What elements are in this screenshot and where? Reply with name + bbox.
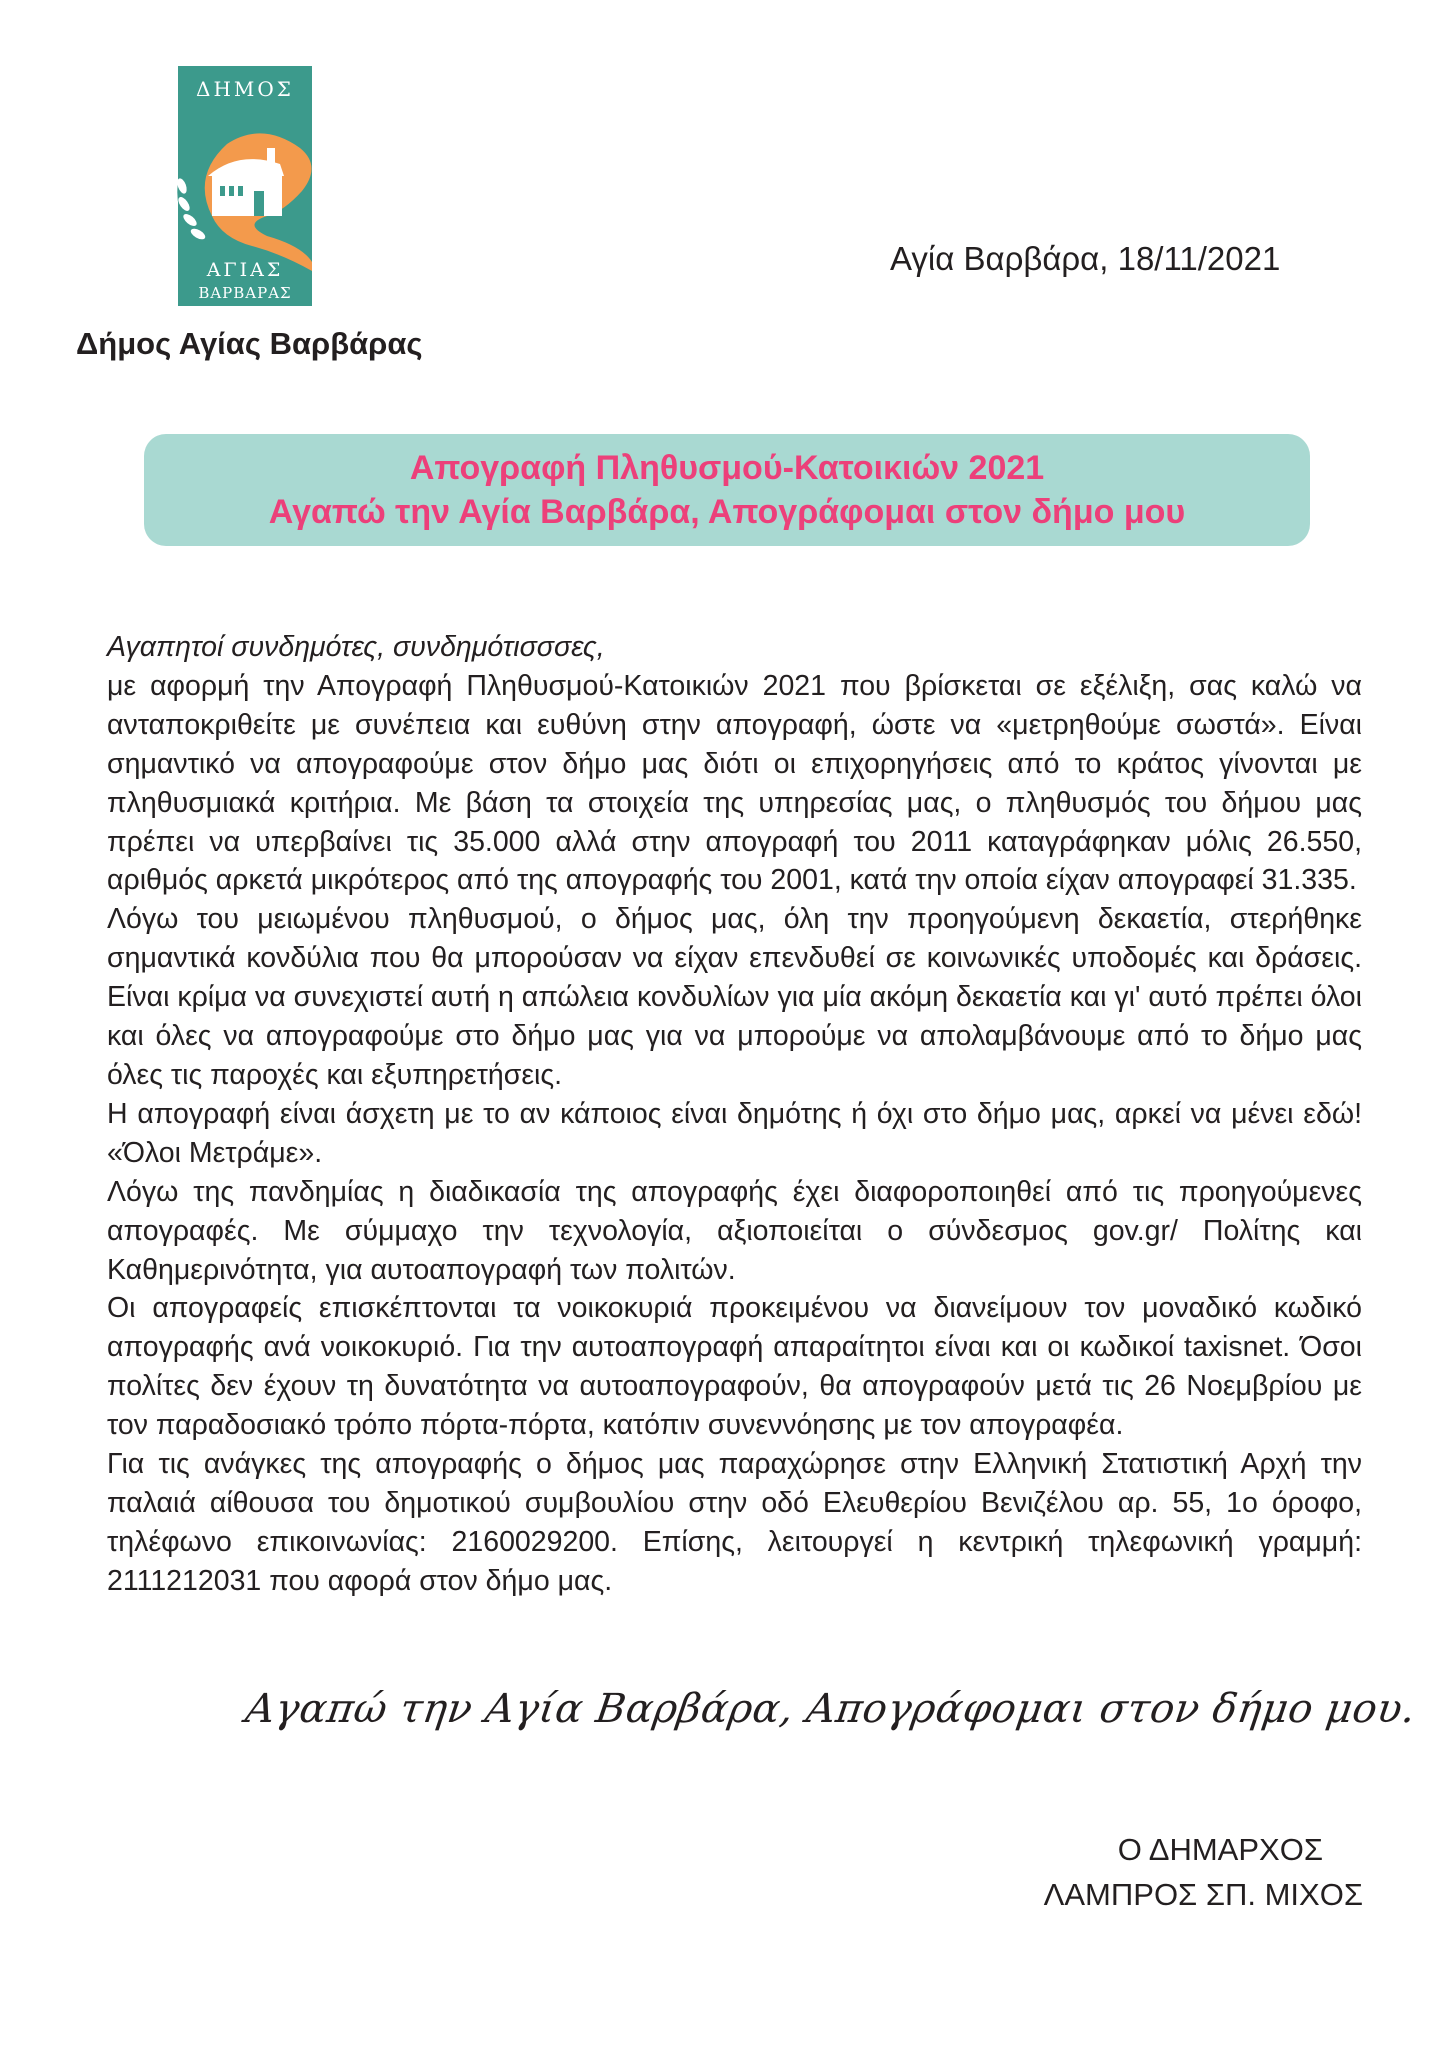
- greeting: Αγαπητοί συνδημότες, συνδημότισσσες,: [107, 631, 605, 663]
- handwritten-slogan: Αγαπώ την Αγία Βαρβάρα, Απογράφομαι στον δήμο μου.: [242, 1686, 1419, 1732]
- organization-name: Δήμος Αγίας Βαρβάρας: [76, 326, 423, 361]
- logo-top-text: ΔΗΜΟΣ: [196, 77, 294, 101]
- logo-bottom-text-1: ΑΓΙΑΣ: [206, 259, 284, 281]
- letter-body: [107, 628, 1362, 1601]
- title-banner: [144, 434, 1310, 546]
- mayor-name: ΛΑΜΠΡΟΣ ΣΠ. ΜΙΧΟΣ: [1043, 1877, 1363, 1912]
- paragraph-6: Για τις ανάγκες της απογραφής ο δήμος μας παραχώρησε στην Ελληνική Στατιστική Αρχή την παλαιά αίθουσα του δημοτικού συμβουλίου στην οδό Ελευθερίου Βενιζέλου αρ. 55, 1ο όροφο, τηλέφωνο επικοινωνίας: 2160029200. Επίσης, λειτουργεί η κεντρική τηλεφωνική γραμμή: 2111212031 που αφορά στον δήμο μας.: [107, 1448, 1362, 1597]
- paragraph-4: Λόγω της πανδημίας η διαδικασία της απογραφής έχει διαφοροποιηθεί από τις προηγούμενες απογραφές. Με σύμμαχο την τεχνολογία, αξιοποιείται ο σύνδεσμος gov.gr/ Πολίτης και Καθημερινότητα, για αυτοαπογραφή των πολιτών.: [107, 1175, 1362, 1286]
- paragraph-1: με αφορμή την Απογραφή Πληθυσμού-Κατοικιών 2021 που βρίσκεται σε εξέλιξη, σας καλώ να ανταποκριθείτε με συνέπεια και ευθύνη στην απογραφή, ώστε να «μετρηθούμε σωστά». Είναι σημαντικό να απογραφούμε στον δήμο μας διότι οι επιχορηγήσεις από το κράτος γίνονται με πληθυσμιακά κριτήρια. Με βάση τα στοιχεία της υπηρεσίας μας, ο πληθυσμός του δήμου μας πρέπει να υπερβαίνει τις 35.000 αλλά στην απογραφή του 2011 καταγράφηκαν μόλις 26.550, αριθμός αρκετά μικρότερος από της απογραφής του 2001, κατά την οποία είχαν απογραφεί 31.335.: [107, 669, 1362, 897]
- municipality-logo: [172, 66, 317, 306]
- logo-bottom-text-2: ΒΑΡΒΑΡΑΣ: [198, 284, 292, 302]
- paragraph-3: Η απογραφή είναι άσχετη με το αν κάποιος είναι δημότης ή όχι στο δήμο μας, αρκεί να μένει εδώ! «Όλοι Μετράμε».: [107, 1097, 1362, 1169]
- mayor-title: Ο ΔΗΜΑΡΧΟΣ: [1117, 1832, 1323, 1867]
- banner-line-2: Αγαπώ την Αγία Βαρβάρα, Απογράφομαι στον δήμο μου: [268, 493, 1186, 531]
- date-line: Αγία Βαρβάρα, 18/11/2021: [890, 240, 1281, 277]
- paragraph-2: Λόγω του μειωμένου πληθυσμού, ο δήμος μας, όλη την προηγούμενη δεκαετία, στερήθηκε σημαντικά κονδύλια που θα μπορούσαν να είχαν επενδυθεί σε κοινωνικές υποδομές και δράσεις. Είναι κρίμα να συνεχιστεί αυτή η απώλεια κονδυλίων για μία ακόμη δεκαετία και γι' αυτό πρέπει όλοι και όλες να απογραφούμε στο δήμο μας για να μπορούμε να απολαμβάνουμε από το δήμο μας όλες τις παροχές και εξυπηρετήσεις.: [107, 903, 1362, 1091]
- paragraph-5: Οι απογραφείς επισκέπτονται τα νοικοκυριά προκειμένου να διανείμουν τον μοναδικό κωδικό απογραφής ανά νοικοκυριό. Για την αυτοαπογραφή απαραίτητοι είναι και οι κωδικοί taxisnet. Όσοι πολίτες δεν έχουν τη δυνατότητα να αυτοαπογραφούν, θα απογραφούν μετά τις 26 Νοεμβρίου με τον παραδοσιακό τρόπο πόρτα-πόρτα, κατόπιν συνεννόησης με τον απογραφέα.: [107, 1292, 1362, 1442]
- banner-line-1: Απογραφή Πληθυσμού-Κατοικιών 2021: [409, 449, 1045, 487]
